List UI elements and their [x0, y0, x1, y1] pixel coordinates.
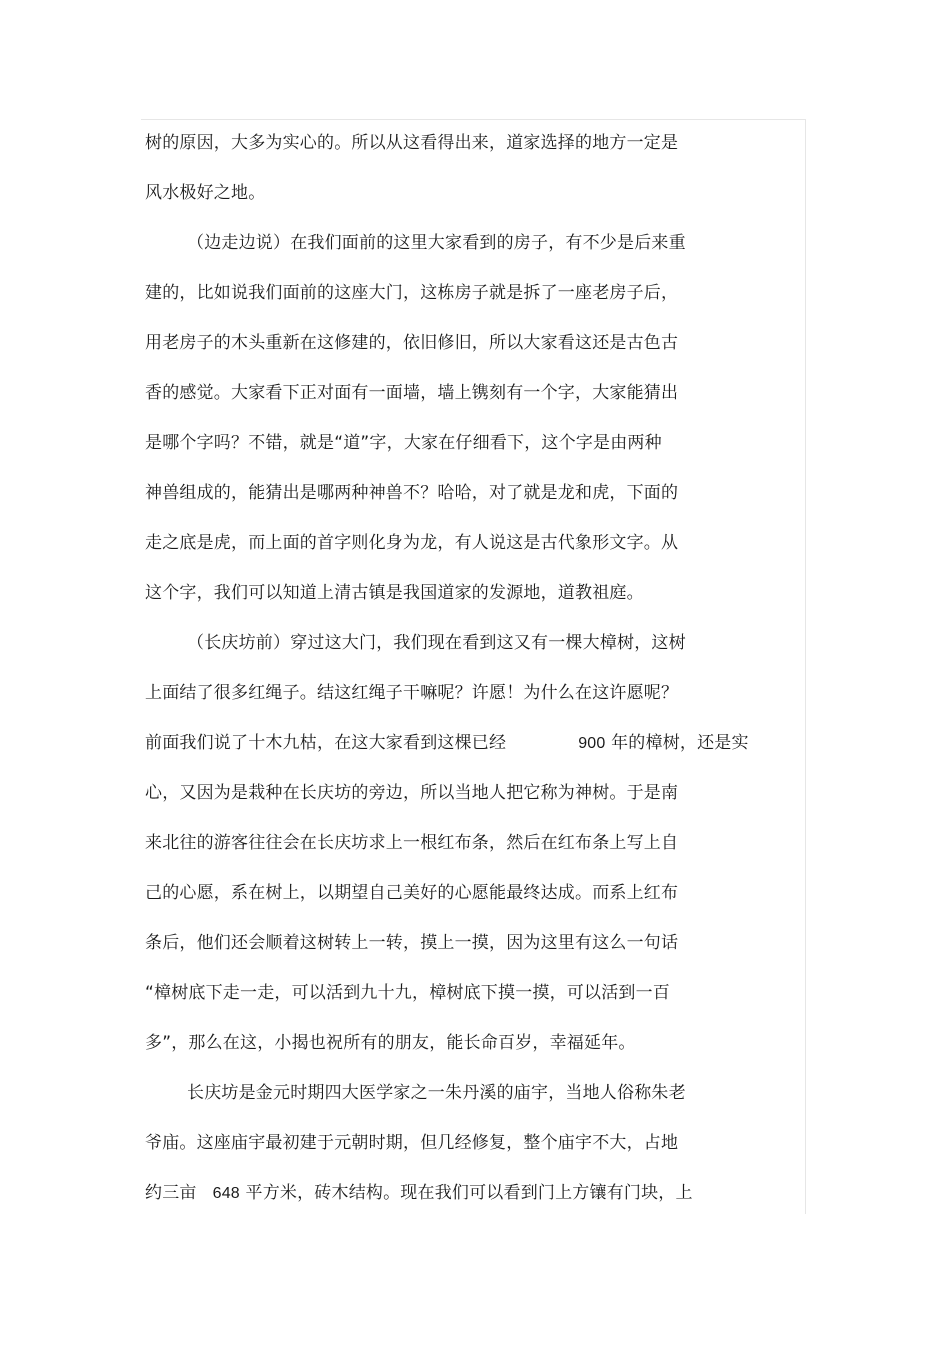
text-line: 是哪个字吗？不错，就是“道”字，大家在仔细看下，这个字是由两种	[145, 433, 662, 453]
text-segment: 平方米，砖木结构。现在我们可以看到门上方镶有门块，上	[239, 1183, 693, 1203]
text-line: 神兽组成的，能猜出是哪两种神兽不？哈哈，对了就是龙和虎，下面的	[145, 483, 679, 503]
text-line: 多”，那么在这，小揭也祝所有的朋友，能长命百岁，幸福延年。	[145, 1033, 636, 1053]
paragraph-start: 长庆坊是金元时期四大医学家之一朱丹溪的庙宇，当地人俗称朱老	[187, 1083, 686, 1103]
number: 648	[212, 1185, 240, 1202]
text-line: 用老房子的木头重新在这修建的，依旧修旧，所以大家看这还是古色古	[145, 333, 679, 353]
paragraph-start: （边走边说）在我们面前的这里大家看到的房子，有不少是后来重	[187, 233, 686, 253]
text-line: 香的感觉。大家看下正对面有一面墙，墙上镌刻有一个字，大家能猜出	[145, 383, 679, 403]
number: 900	[578, 735, 606, 752]
text-line: 心，又因为是栽种在长庆坊的旁边，所以当地人把它称为神树。于是南	[145, 783, 679, 803]
text-line: 建的，比如说我们面前的这座大门，这栋房子就是拆了一座老房子后，	[145, 283, 679, 303]
text-line: 上面结了很多红绳子。结这红绳子干嘛呢？许愿！为什么在这许愿呢？	[145, 683, 679, 703]
document-body	[145, 128, 805, 1228]
text-line: 走之底是虎，而上面的首字则化身为龙，有人说这是古代象形文字。从	[145, 533, 679, 553]
text-segment: 约三亩	[145, 1183, 197, 1203]
text-segment: 前面我们说了十木九枯，在这大家看到这棵已经	[145, 733, 507, 753]
paragraph-start: （长庆坊前）穿过这大门，我们现在看到这又有一棵大樟树，这树	[187, 633, 686, 653]
text-line	[145, 1178, 805, 1228]
text-line: 风水极好之地。	[145, 183, 266, 203]
text-line: 来北往的游客往往会在长庆坊求上一根红布条，然后在红布条上写上自	[145, 833, 679, 853]
text-line: 条后，他们还会顺着这树转上一转，摸上一摸，因为这里有这么一句话	[145, 933, 679, 953]
text-line: “樟树底下走一走，可以活到九十九，樟树底下摸一摸，可以活到一百	[145, 983, 671, 1003]
text-line: 树的原因，大多为实心的。所以从这看得出来，道家选择的地方一定是	[145, 133, 679, 153]
text-segment: 年的樟树，还是实	[605, 733, 749, 753]
text-line: 己的心愿，系在树上，以期望自己美好的心愿能最终达成。而系上红布	[145, 883, 679, 903]
text-line: 这个字，我们可以知道上清古镇是我国道家的发源地，道教祖庭。	[145, 583, 644, 603]
text-line	[145, 728, 805, 778]
text-line: 爷庙。这座庙宇最初建于元朝时期，但几经修复，整个庙宇不大，占地	[145, 1133, 679, 1153]
